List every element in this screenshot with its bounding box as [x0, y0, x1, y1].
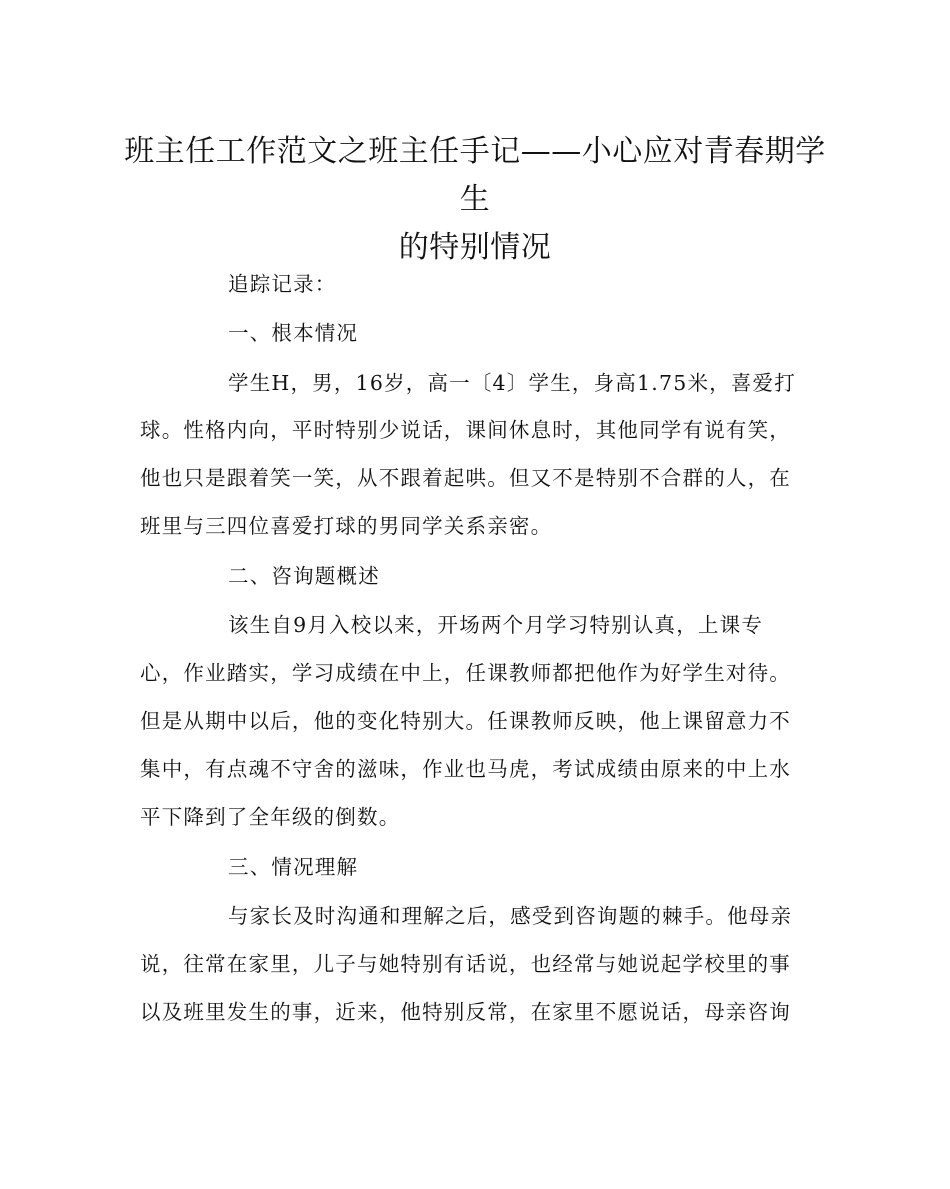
document-title [120, 128, 830, 272]
paragraph-2-line-3: 但是从期中以后，他的变化特别大。任课教师反映，他上课留意力不 [140, 709, 791, 733]
paragraph-1-line-1: 学生H，男，16岁，高一〔4〕学生，身高1.75米，喜爱打 [228, 371, 796, 395]
heading-tracking-record: 追踪记录： [228, 272, 337, 296]
title-line-2: 的特别情况 [398, 230, 552, 265]
paragraph-2-line-1: 该生自9月入校以来，开场两个月学习特别认真，上课专 [228, 613, 764, 637]
paragraph-3-line-3: 以及班里发生的事，近来，他特别反常，在家里不愿说话，母亲咨询 [140, 1000, 791, 1024]
paragraph-1-line-2: 球。性格内向，平时特别少说话，课间休息时，其他同学有说有笑， [140, 418, 791, 442]
section-heading-understanding: 三、情况理解 [228, 855, 359, 879]
paragraph-3-line-1: 与家长及时沟通和理解之后，感受到咨询题的棘手。他母亲 [228, 904, 793, 928]
section-heading-problem-overview: 二、咨询题概述 [228, 564, 380, 588]
paragraph-1-line-4: 班里与三四位喜爱打球的男同学关系亲密。 [140, 514, 553, 538]
paragraph-3-line-2: 说，往常在家里，儿子与她特别有话说，也经常与她说起学校里的事 [140, 952, 791, 976]
title-line-1: 班主任工作范文之班主任手记——小心应对青春期学生 [124, 134, 826, 217]
section-heading-basic-situation: 一、根本情况 [228, 321, 359, 345]
paragraph-2-line-2: 心，作业踏实，学习成绩在中上，任课教师都把他作为好学生对待。 [140, 661, 791, 685]
paragraph-2-line-5: 平下降到了全年级的倒数。 [140, 805, 401, 829]
paragraph-1-line-3: 他也只是跟着笑一笑，从不跟着起哄。但又不是特别不合群的人，在 [140, 466, 791, 490]
paragraph-2-line-4: 集中，有点魂不守舍的滋味，作业也马虎，考试成绩由原来的中上水 [140, 757, 791, 781]
